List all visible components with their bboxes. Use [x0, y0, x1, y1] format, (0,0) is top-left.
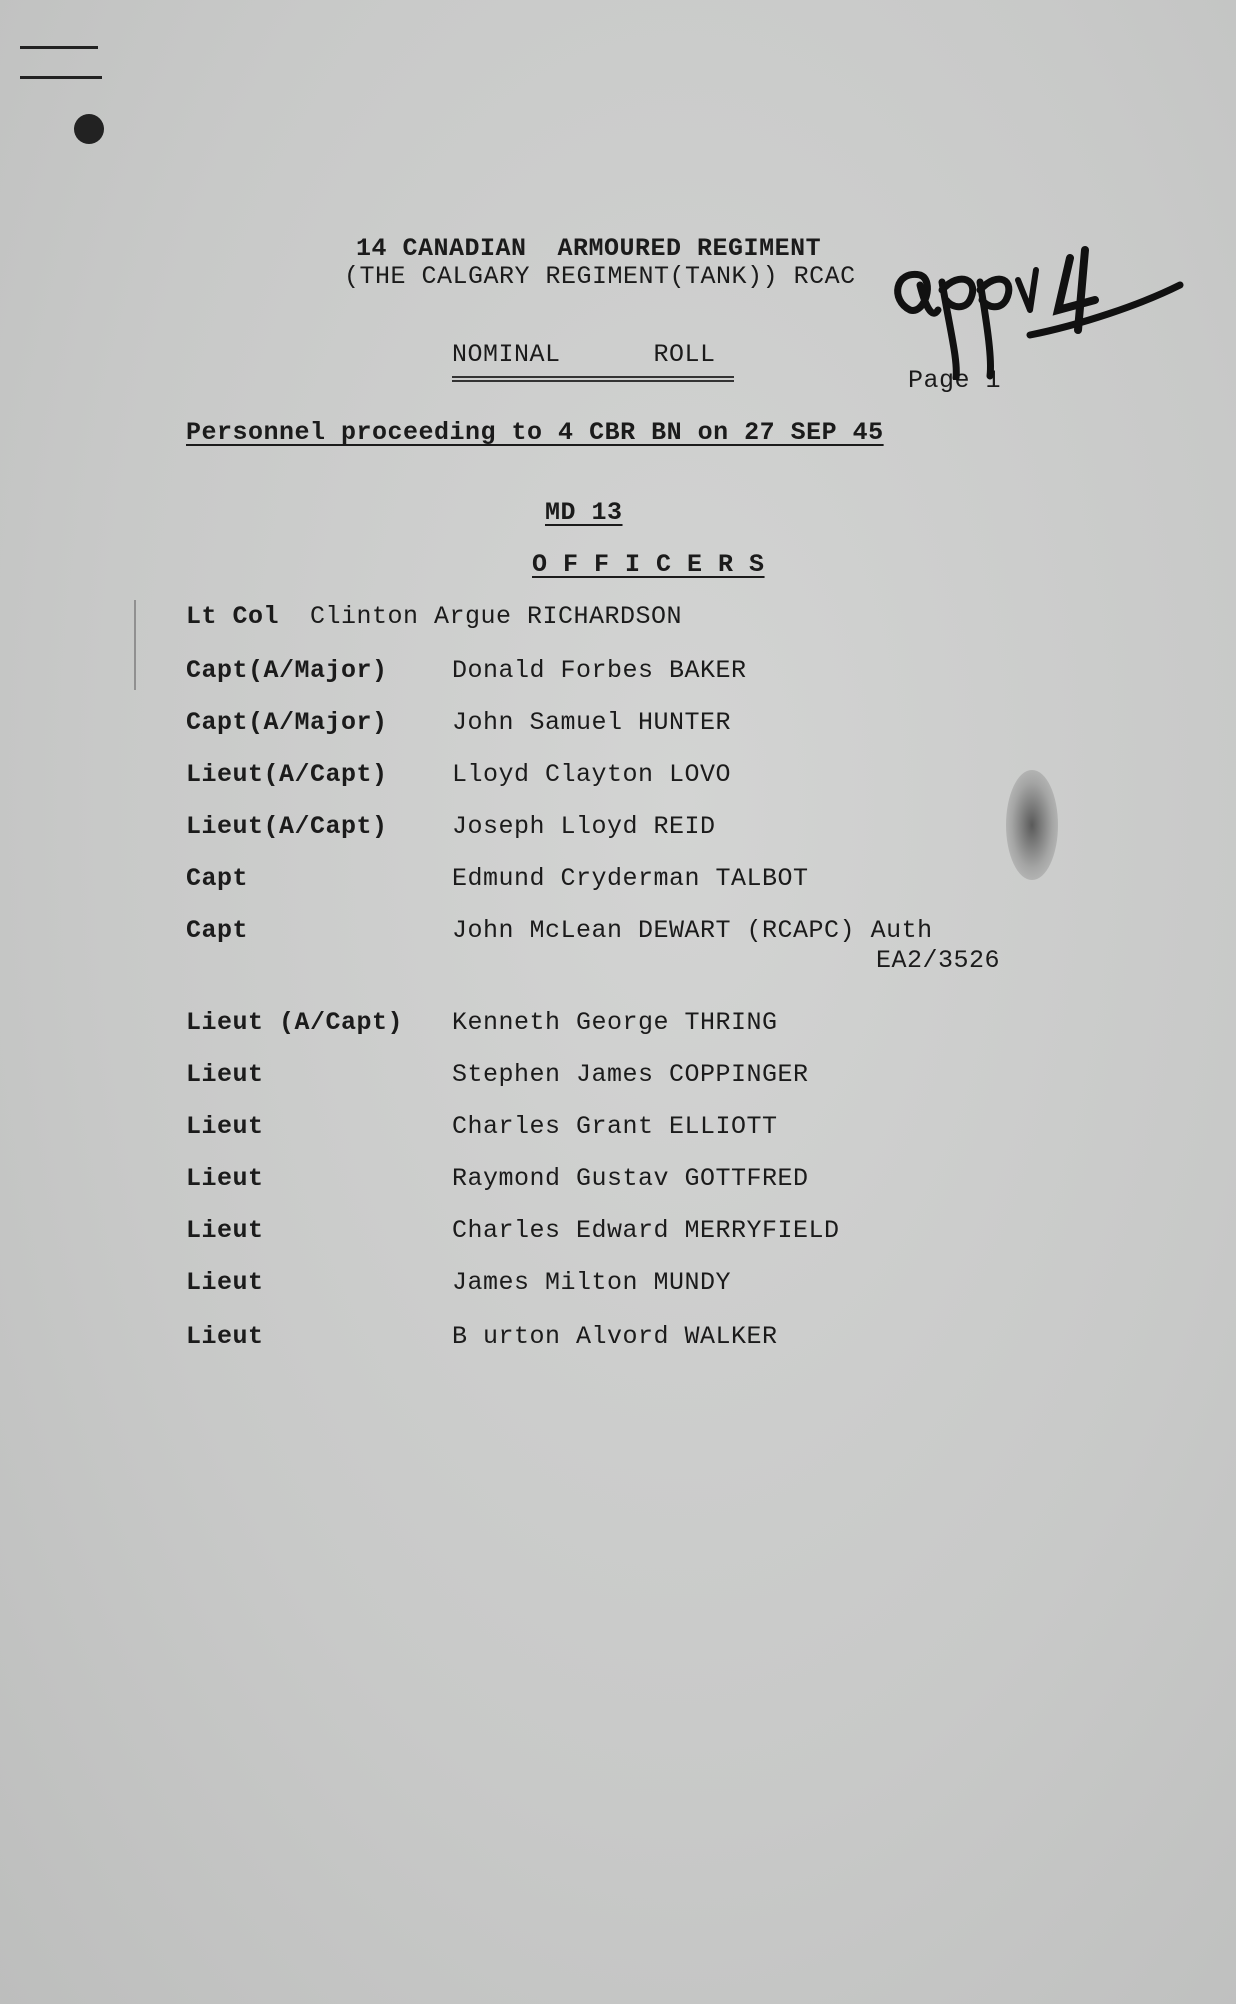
- regiment-title: 14 CANADIAN ARMOURED REGIMENT: [356, 234, 822, 263]
- officer-name: Charles Edward MERRYFIELD: [452, 1216, 840, 1245]
- officer-rank: Lieut: [186, 1164, 264, 1193]
- officer-rank: Capt(A/Major): [186, 708, 388, 737]
- officer-rank: Lieut: [186, 1112, 264, 1141]
- officer-name: Edmund Cryderman TALBOT: [452, 864, 809, 893]
- officer-name: Joseph Lloyd REID: [452, 812, 716, 841]
- margin-dash-1: [20, 46, 98, 49]
- margin-line: [134, 600, 136, 690]
- officer-rank: Capt: [186, 916, 249, 945]
- officer-rank: Capt(A/Major): [186, 656, 388, 685]
- officer-name: John McLean DEWART (RCAPC) Auth: [452, 916, 933, 945]
- officer-rank: Lieut(A/Capt): [186, 812, 388, 841]
- officer-name: Stephen James COPPINGER: [452, 1060, 809, 1089]
- officer-rank: Capt: [186, 864, 249, 893]
- regiment-subtitle: (THE CALGARY REGIMENT(TANK)) RCAC: [344, 262, 856, 291]
- officer-name: B urton Alvord WALKER: [452, 1322, 778, 1351]
- officer-rank: Lieut: [186, 1268, 264, 1297]
- officer-name: James Milton MUNDY: [452, 1268, 732, 1297]
- ink-smudge: [1006, 770, 1058, 880]
- punch-hole: [74, 114, 104, 144]
- officer-rank: Lieut(A/Capt): [186, 760, 388, 789]
- handwritten-annotation: [880, 240, 1200, 380]
- margin-dash-2: [20, 76, 102, 79]
- officer-rank: Lieut: [186, 1216, 264, 1245]
- officer-rank: Lieut: [186, 1060, 264, 1089]
- annotation-text: app 4: [880, 240, 884, 241]
- officers-heading: O F F I C E R S: [532, 550, 765, 579]
- officer-name: John Samuel HUNTER: [452, 708, 732, 737]
- nominal-roll-heading: NOMINAL ROLL: [452, 340, 716, 369]
- officer-rank: Lieut: [186, 1322, 264, 1351]
- officer-rank: Lieut (A/Capt): [186, 1008, 404, 1037]
- nominal-roll-underline: [452, 376, 734, 382]
- district-heading: MD 13: [545, 498, 623, 527]
- officer-rank: Lt Col: [186, 602, 280, 631]
- officer-name: Charles Grant ELLIOTT: [452, 1112, 778, 1141]
- personnel-heading: Personnel proceeding to 4 CBR BN on 27 SEP 45: [186, 418, 884, 447]
- officer-authority-note: EA2/3526: [876, 946, 1001, 975]
- officer-name: Donald Forbes BAKER: [452, 656, 747, 685]
- officer-name: Lloyd Clayton LOVO: [452, 760, 732, 789]
- officer-name: Raymond Gustav GOTTFRED: [452, 1164, 809, 1193]
- officer-name: Clinton Argue RICHARDSON: [310, 602, 683, 631]
- officer-name: Kenneth George THRING: [452, 1008, 778, 1037]
- page-number: Page 1: [908, 366, 1002, 395]
